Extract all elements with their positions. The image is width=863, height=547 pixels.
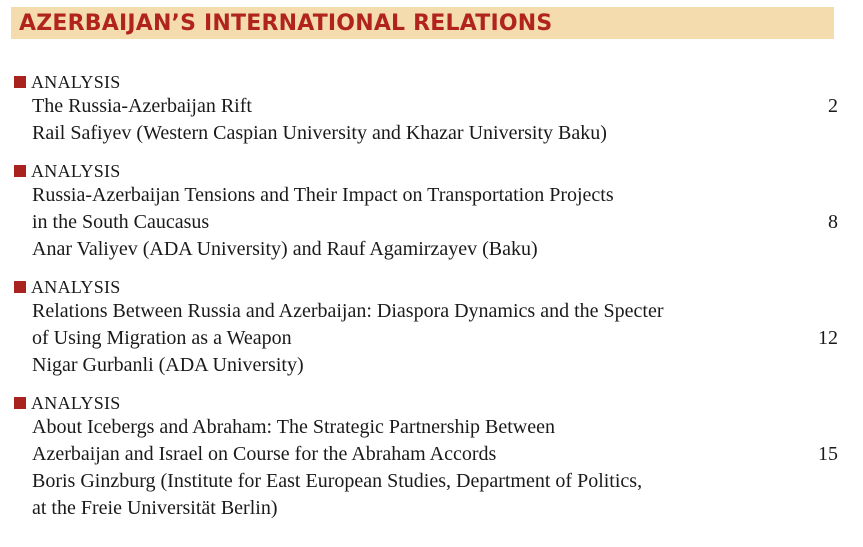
entry-title-line[interactable]: About Icebergs and Abraham: The Strategic Partnership Between [32, 416, 555, 438]
entry-author-line: Boris Ginzburg (Institute for East European Studies, Department of Politics, [32, 470, 643, 492]
entry-title-text: Azerbaijan and Israel on Course for the Abraham Accords [32, 443, 497, 465]
entry-kind-row [14, 276, 838, 298]
entry-title-line[interactable] [14, 325, 838, 352]
entry-title-line[interactable] [14, 441, 838, 468]
square-bullet-icon [14, 165, 26, 177]
entry-kind: ANALYSIS [31, 277, 121, 297]
entry-author-line: Nigar Gurbanli (ADA University) [32, 354, 304, 376]
page-number: 8 [828, 211, 838, 233]
page-number: 2 [828, 95, 838, 117]
toc-entry[interactable] [14, 160, 838, 263]
toc-entry[interactable] [14, 276, 838, 379]
entry-title-line[interactable] [14, 93, 838, 120]
section-title: AZERBAIJAN’S INTERNATIONAL RELATIONS [19, 11, 553, 36]
page-number: 12 [818, 327, 838, 349]
entry-kind-row [14, 71, 838, 93]
entry-kind: ANALYSIS [31, 72, 121, 92]
toc-entry[interactable] [14, 71, 838, 147]
entry-kind-row [14, 160, 838, 182]
entry-author-line: at the Freie Universität Berlin) [32, 497, 278, 519]
entry-title-text: of Using Migration as a Weapon [32, 327, 292, 349]
entry-title-text: The Russia-Azerbaijan Rift [32, 95, 252, 117]
entry-title-text: in the South Caucasus [32, 211, 210, 233]
entry-title-line[interactable] [14, 209, 838, 236]
entry-author-line: Anar Valiyev (ADA University) and Rauf Agamirzayev (Baku) [32, 238, 538, 260]
entry-author-line: Rail Safiyev (Western Caspian University and Khazar University Baku) [32, 122, 607, 144]
page-number: 15 [818, 443, 838, 465]
square-bullet-icon [14, 397, 26, 409]
entry-kind: ANALYSIS [31, 393, 121, 413]
section-header-bar [11, 7, 834, 39]
entry-title-line[interactable]: Relations Between Russia and Azerbaijan: Diaspora Dynamics and the Specter [32, 300, 664, 322]
toc-entry[interactable] [14, 392, 838, 522]
square-bullet-icon [14, 76, 26, 88]
square-bullet-icon [14, 281, 26, 293]
entry-title-line[interactable]: Russia-Azerbaijan Tensions and Their Impact on Transportation Projects [32, 184, 614, 206]
entry-kind-row [14, 392, 838, 414]
entry-kind: ANALYSIS [31, 161, 121, 181]
